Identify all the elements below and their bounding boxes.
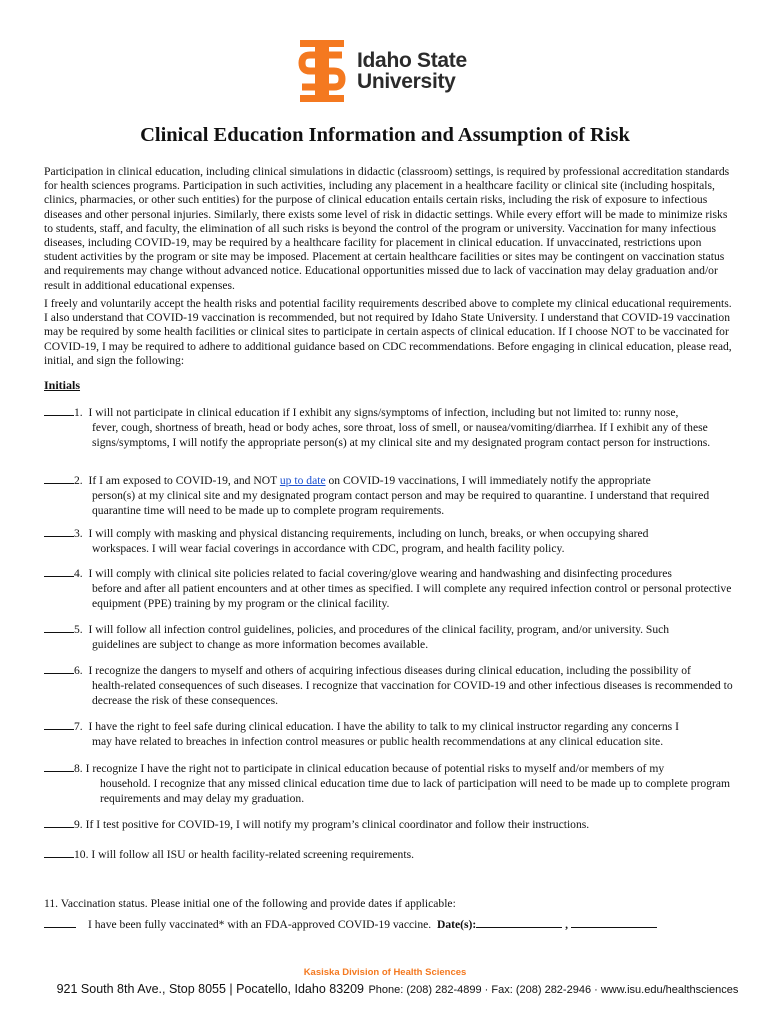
list-item: 6. I recognize the dangers to myself and others of acquiring infectious diseases during clinical education, including the possibility of health-related consequences of such diseases. I recognize that vaccination for COVID-19 and other infectious diseases is recommended to decrease the risk of these consequences. xyxy=(44,663,734,708)
initial-blank[interactable] xyxy=(44,405,74,416)
acceptance-paragraph: I freely and voluntarily accept the health risks and potential facility requirements described above to complete my clinical educational requirements. I also understand that COVID-19 vaccination is recommended, but not required by Idaho State University. I understand that COVID-19 vaccination may be required by some health facilities or clinical sites to participate in certain aspects of clinical education. If I choose NOT to be vaccinated for COVID-19, I may be required to adhere to additional guidance based on CDC recommendations. Before engaging in clinical education, please read, initial, and sign the following: xyxy=(44,297,732,367)
list-item: 3. I will comply with masking and physical distancing requirements, including on lunch, breaks, or when occupying shared workspaces. I will wear facial coverings in accordance with CDC, program, and health facility policy. xyxy=(44,526,734,557)
list-item: 7. I have the right to feel safe during clinical education. I have the ability to talk to my clinical instructor regarding any concerns I may have related to breaches in infection control measures or public health recommendations at any clinical education site. xyxy=(44,719,734,750)
initial-blank[interactable] xyxy=(44,761,74,772)
list-item: 10. I will follow all ISU or health facility-related screening requirements. xyxy=(44,847,734,863)
footer-contact: Phone: (208) 282-4899 · Fax: (208) 282-2946 · www.isu.edu/healthsciences xyxy=(368,984,739,996)
document-title: Clinical Education Information and Assumption of Risk xyxy=(140,124,630,146)
initial-blank[interactable] xyxy=(44,663,74,674)
initial-blank[interactable] xyxy=(44,622,74,633)
list-item: 4. I will comply with clinical site policies related to facial covering/glove wearing and handwashing and disinfecting procedures before and after all patient encounters and at other times as specified. I will complete any required infection control or personal protective equipment (PPE) training by my program or the clinical facility. xyxy=(44,566,734,611)
list-item: 2. If I am exposed to COVID-19, and NOT up to date on COVID-19 vaccinations, I will immediately notify the appropriate person(s) at my clinical site and my designated program contact person and may be required to quarantine. I understand that required quarantine time will need to be made up to complete program requirements. xyxy=(44,473,734,518)
dates-label: Date(s): xyxy=(436,918,477,931)
list-item: 9. If I test positive for COVID-19, I will notify my program’s clinical coordinator and follow their instructions. xyxy=(44,817,734,833)
initial-blank[interactable] xyxy=(44,817,74,828)
date-field-2[interactable] xyxy=(571,917,657,928)
logo-text-line1: Idaho State xyxy=(357,49,467,72)
initial-blank[interactable] xyxy=(44,847,74,858)
list-item: 8. I recognize I have the right not to participate in clinical education because of potential risks to myself and/or members of my household. I recognize that any missed clinical education time due to lack of participation will need to be made up to complete program requirements and may delay my graduation. xyxy=(44,761,734,806)
initial-blank[interactable] xyxy=(44,473,74,484)
footer-division: Kasiska Division of Health Sciences xyxy=(303,967,467,978)
footer-address xyxy=(0,980,770,998)
isu-logo xyxy=(297,40,467,102)
initial-blank[interactable] xyxy=(44,566,74,577)
isu-logo-mark-icon xyxy=(297,40,347,102)
initial-blank[interactable] xyxy=(44,526,74,537)
date-field-1[interactable] xyxy=(476,917,562,928)
footer-street: 921 South 8th Ave., Stop 8055 | Pocatello, Idaho 83209 xyxy=(56,982,365,996)
vaccination-option: I have been fully vaccinated* with an FDA-approved COVID-19 vaccine. Date(s): , xyxy=(44,917,657,931)
list-item: 1. I will not participate in clinical education if I exhibit any signs/symptoms of infection, including but not limited to: runny nose, fever, cough, shortness of breath, head or body aches, sore throat, loss of smell, or nausea/vomiting/diarrhea. If I exhibit any of these signs/symptoms, I will notify the appropriate person(s) at my clinical site and my designated program contact person for instructions. xyxy=(44,405,734,450)
initial-blank[interactable] xyxy=(44,719,74,730)
intro-paragraph: Participation in clinical education, including clinical simulations in didactic (classroom) settings, is required by professional accreditation standards for health sciences programs. Participation in such activities, including any placement in a healthcare facility or clinical site (including hospitals, clinics, pharmacies, or other such entities) for the purpose of clinical education entails certain risks, including the risk of exposure to infectious diseases and other personal injuries. Similarly, there exists some level of risk in didactic settings. While every effort will be made to minimize risks to students, staff, and faculty, the elimination of all such risks is beyond the control of the program or university. Vaccination for many infectious diseases, including COVID-19, may be required by a healthcare facility for placement in clinical education. If unvaccinated, restrictions upon student activities by the program or site may be imposed. Placement at certain healthcare facilities or sites may be contingent on vaccination status and requirements may change without advanced notice. Educational opportunities missed due to lack of vaccination may delay graduation and/or result in additional educational expenses. xyxy=(44,165,730,292)
initials-heading: Initials xyxy=(44,378,81,392)
logo-text-line2: University xyxy=(357,70,456,93)
vaccination-initial-blank[interactable] xyxy=(44,917,76,928)
up-to-date-link[interactable]: up to date xyxy=(279,474,326,487)
vaccination-heading: 11. Vaccination status. Please initial one of the following and provide dates if applicable: xyxy=(44,897,456,910)
list-item: 5. I will follow all infection control guidelines, policies, and procedures of the clinical facility, program, and/or university. Such guidelines are subject to change as more information becomes available. xyxy=(44,622,734,653)
